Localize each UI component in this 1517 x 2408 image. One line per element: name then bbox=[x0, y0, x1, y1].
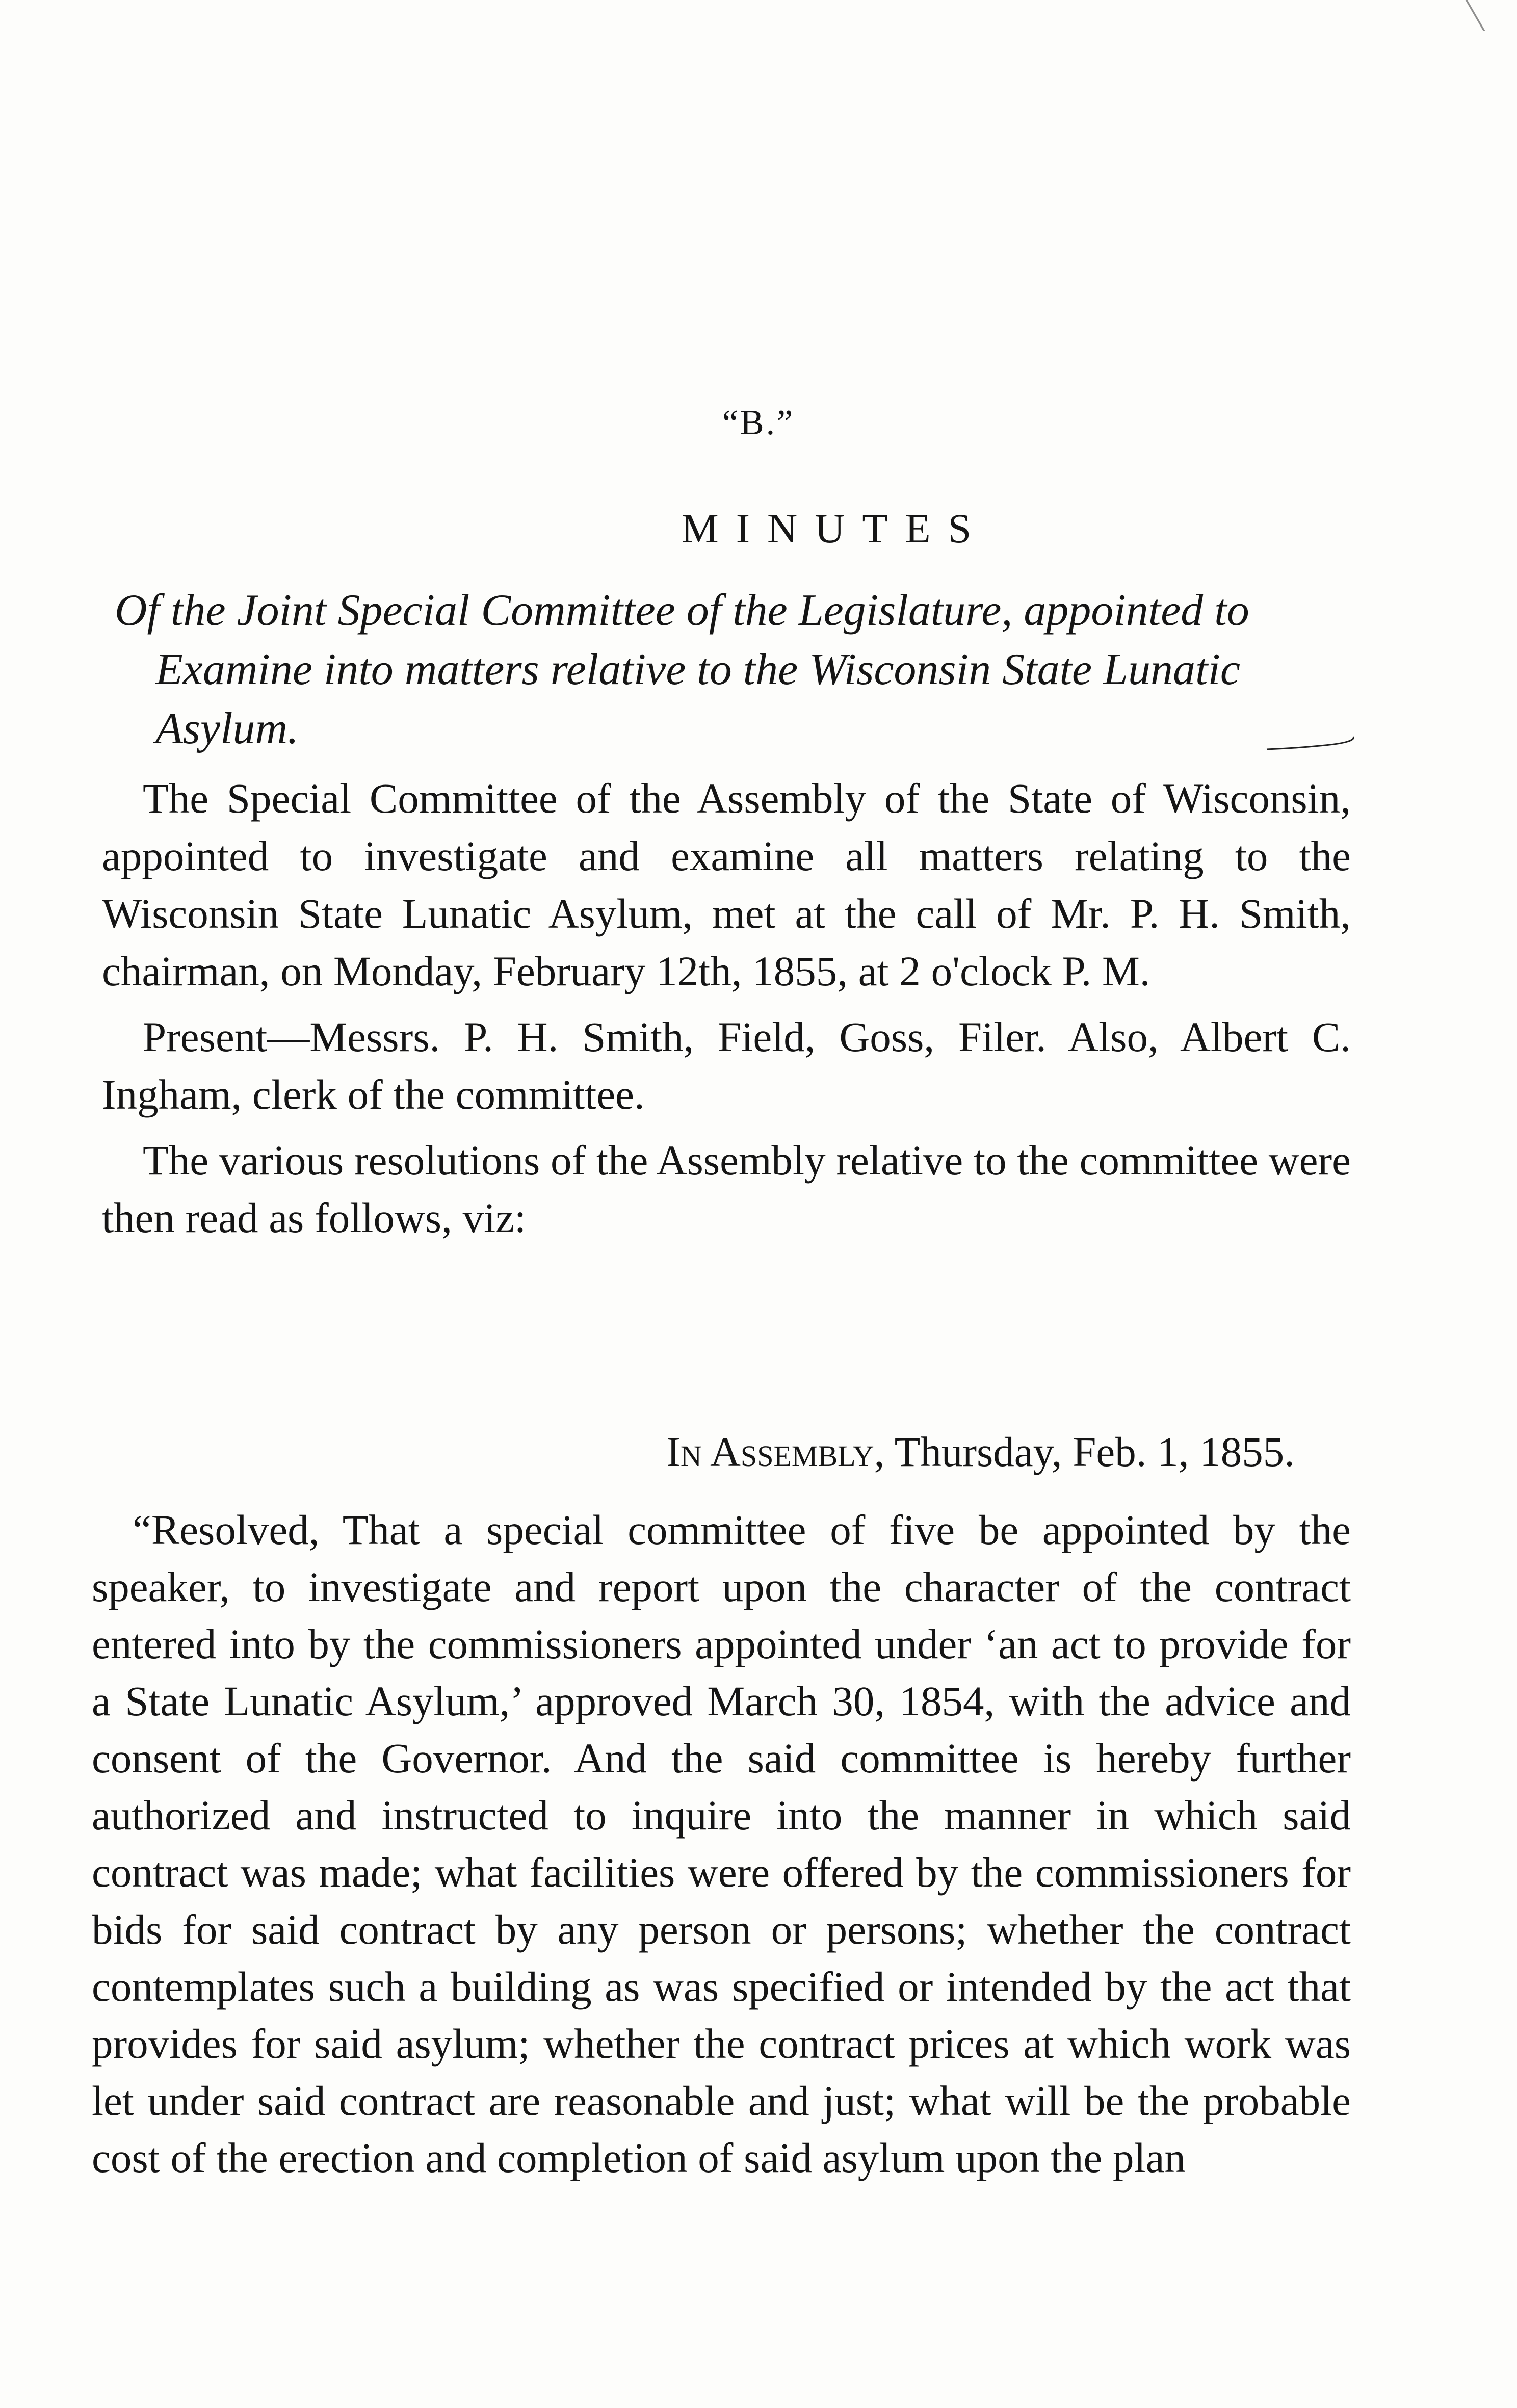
minutes-body bbox=[102, 770, 1351, 1255]
dateline-date: Thursday, Feb. 1, 1855. bbox=[894, 1428, 1295, 1475]
paragraph-present: Present—Messrs. P. H. Smith, Field, Goss, Filer. Also, Albert C. Ingham, clerk of the committee. bbox=[102, 1013, 1351, 1118]
document-heading: MINUTES bbox=[681, 505, 989, 552]
paragraph-resolutions: The various resolutions of the Assembly relative to the committee were then read as follows, viz: bbox=[102, 1137, 1351, 1241]
subtitle-line-2: Examine into matters relative to the Wisconsin State Lunatic bbox=[155, 645, 1240, 694]
flourish-ornament bbox=[1264, 734, 1356, 754]
resolution-paragraph: “Resolved, That a special committee of five be appointed by the speaker, to investigate and report upon the character of the contract entered into by the commissioners appointed under ‘an act to provide for a State Lunatic Asylum,’ approved March 30, 1854, with the advice and consent of the Governor. And the said committee is hereby further authorized and instructed to inquire into the manner in which said contract was made; what facilities were offered by the commissioners for bids for said contract by any person or persons; whether the contract contemplates such a building as was specified or intended by the act that provides for said asylum; whether the contract prices at which work was let under said contract are reasonable and just; what will be the probable cost of the erection and completion of said asylum upon the plan bbox=[92, 1506, 1351, 2181]
paragraph-meeting: The Special Committee of the Assembly of the State of Wisconsin, appointed to investigate and examine all matters relating to the Wisconsin State Lunatic Asylum, met at the call of Mr. P. H. Smith, chairman, on Monday, February 12th, 1855, at 2 o'clock P. M. bbox=[102, 775, 1351, 994]
dateline bbox=[102, 1427, 1295, 1476]
subtitle-line-1: Of the Joint Special Committee of the Legislature, appointed to bbox=[115, 586, 1249, 635]
dateline-place: In Assembly, bbox=[666, 1428, 885, 1475]
document-subtitle bbox=[115, 581, 1364, 758]
resolution-text bbox=[92, 1501, 1351, 2186]
corner-scan-mark bbox=[1466, 0, 1516, 31]
subtitle-line-3: Asylum. bbox=[155, 704, 299, 753]
section-label: “B.” bbox=[722, 403, 795, 442]
